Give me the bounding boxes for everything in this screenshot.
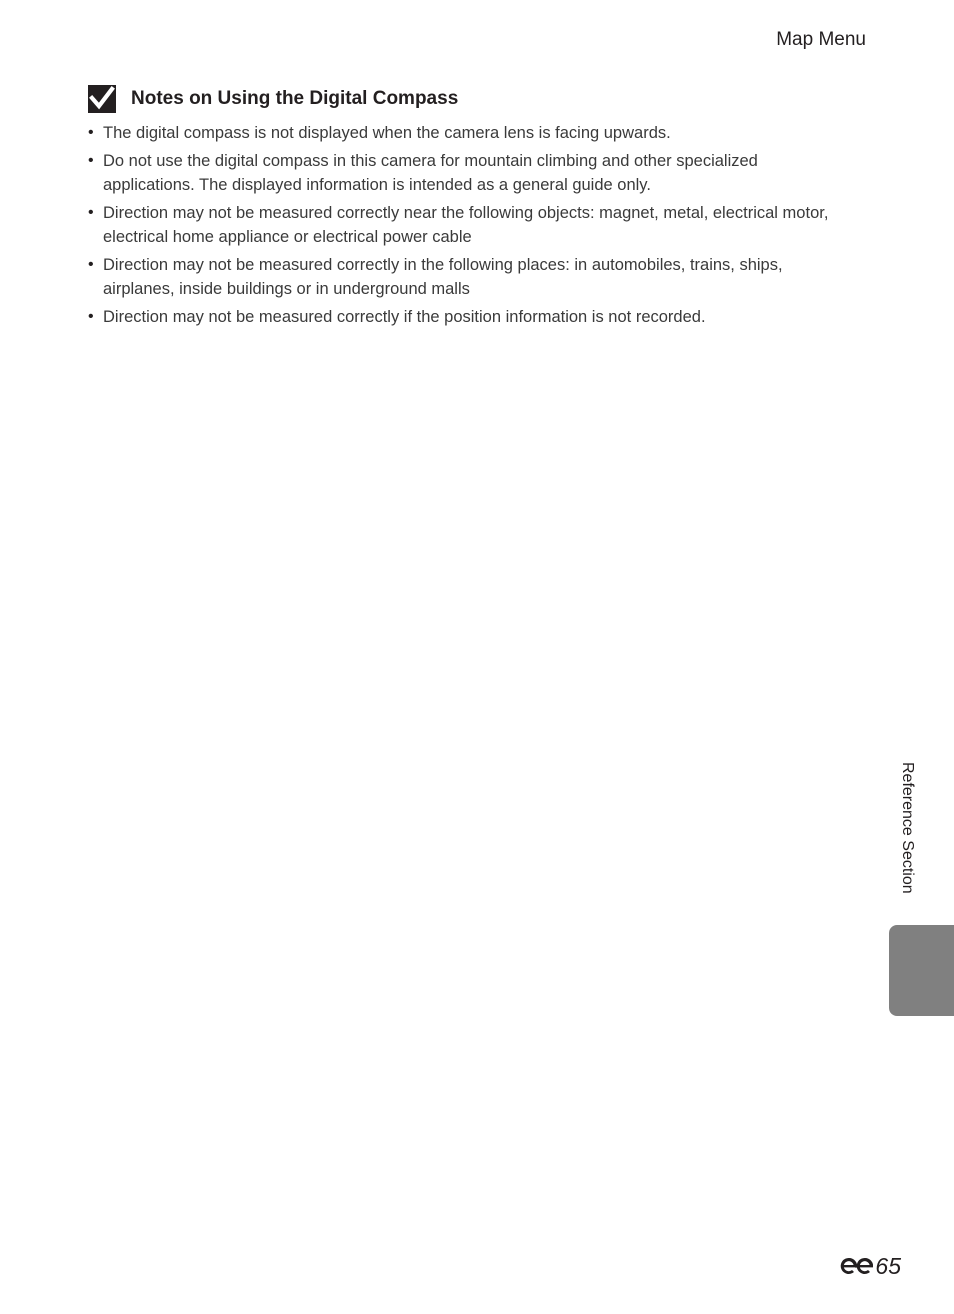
reference-section-e-icon [839, 1256, 873, 1276]
note-title: Notes on Using the Digital Compass [131, 88, 459, 109]
page-number-text: 65 [875, 1253, 901, 1279]
note-heading [88, 84, 848, 114]
list-item [88, 201, 848, 249]
list-item [88, 121, 848, 145]
bullet-icon: • [88, 308, 94, 325]
list-item [88, 253, 848, 301]
list-item-text: Direction may not be measured correctly if the position information is not recorded. [103, 308, 706, 326]
list-item-text: Do not use the digital compass in this camera for mountain climbing and other specialized applications. The displayed information is intended as a general guide only. [103, 152, 758, 194]
bullet-icon: • [88, 124, 94, 141]
page-number [839, 1251, 901, 1281]
list-item-text: Direction may not be measured correctly in the following places: in automobiles, trains, ships, airplanes, inside buildings or in underground malls [103, 256, 783, 298]
running-header: Map Menu [776, 29, 866, 50]
section-thumb-tab [889, 925, 954, 1016]
side-tab-label [870, 762, 930, 922]
bullet-icon: • [88, 152, 94, 169]
list-item [88, 305, 848, 329]
bullet-icon: • [88, 204, 94, 221]
note-section [88, 84, 848, 333]
list-item [88, 149, 848, 197]
checkmark-box-icon [88, 85, 116, 113]
list-item-text: The digital compass is not displayed when the camera lens is facing upwards. [103, 124, 671, 142]
list-item-text: Direction may not be measured correctly near the following objects: magnet, metal, electrical motor, electrical home appliance or electrical power cable [103, 204, 829, 246]
bullet-icon: • [88, 256, 94, 273]
note-list [88, 121, 848, 329]
side-tab-text: Reference Section [899, 762, 916, 894]
